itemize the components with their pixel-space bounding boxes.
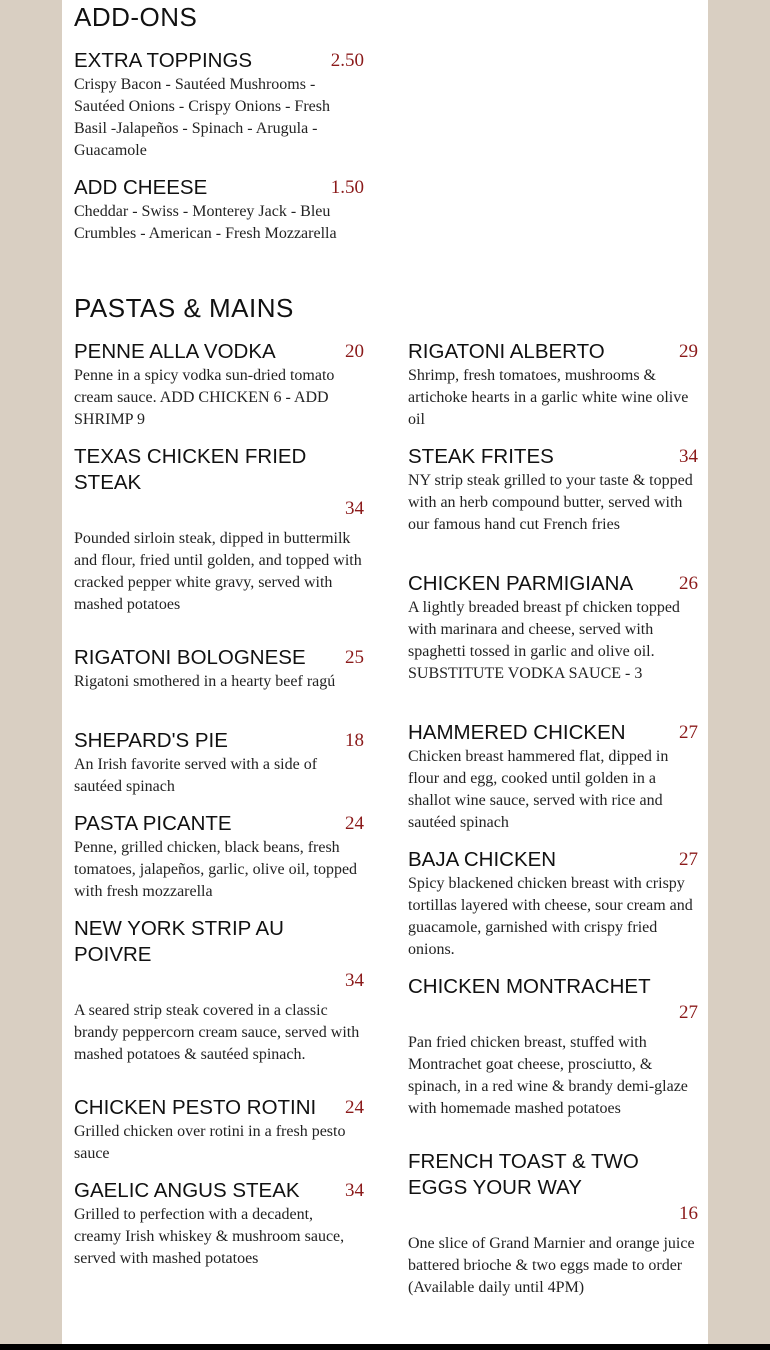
menu-item-steak-frites [408, 444, 698, 536]
item-price: 34 [345, 498, 364, 519]
item-description: A seared strip steak covered in a classic brandy peppercorn cream sauce, served with mashed potatoes & sautéed spinach. [74, 1002, 360, 1063]
item-description: Spicy blackened chicken breast with crispy tortillas layered with cheese, sour cream and guacamole, garnished with crispy fried onions. [408, 875, 693, 958]
item-name: RIGATONI BOLOGNESE [74, 646, 306, 669]
item-name: BAJA CHICKEN [408, 848, 557, 871]
menu-item-texas-chicken-fried-steak [74, 444, 364, 616]
menu-item-rigatoni-alberto [408, 339, 698, 431]
bottom-border [0, 1344, 770, 1350]
item-name: TEXAS CHICKEN FRIED STEAK [74, 445, 307, 494]
item-description: Shrimp, fresh tomatoes, mushrooms & artichoke hearts in a garlic white wine olive oil [408, 367, 689, 428]
item-price: 25 [345, 647, 364, 668]
item-name: ADD CHEESE [74, 176, 208, 199]
item-description: Rigatoni smothered in a hearty beef ragú [74, 673, 336, 690]
addons-title: ADD-ONS [74, 2, 198, 32]
item-price: 18 [345, 730, 364, 751]
item-name: PENNE ALLA VODKA [74, 340, 276, 363]
menu-item-baja-chicken [408, 847, 698, 961]
menu-item-pasta-picante [74, 811, 364, 903]
item-description: Grilled chicken over rotini in a fresh pesto sauce [74, 1123, 346, 1162]
item-description: Penne in a spicy vodka sun-dried tomato cream sauce. ADD CHICKEN 6 - ADD SHRIMP 9 [74, 367, 335, 428]
item-description: Chicken breast hammered flat, dipped in flour and egg, cooked until golden in a shallot wine sauce, served with rice and sautéed spinach [408, 748, 669, 831]
item-price: 24 [345, 1097, 364, 1118]
item-price: 34 [679, 446, 698, 467]
menu-item-shepards-pie [74, 728, 364, 798]
item-name: CHICKEN PESTO ROTINI [74, 1096, 317, 1119]
menu-item-extra-toppings [74, 48, 364, 162]
item-description: One slice of Grand Marnier and orange juice battered brioche & two eggs made to order (Available daily until 4PM) [408, 1235, 695, 1296]
item-price: 34 [345, 970, 364, 991]
item-description: NY strip steak grilled to your taste & topped with an herb compound butter, served with our famous hand cut French fries [408, 472, 693, 533]
item-price: 27 [679, 722, 698, 743]
menu-item-penne-alla-vodka [74, 339, 364, 431]
item-price: 24 [345, 813, 364, 834]
menu-item-hammered-chicken [408, 720, 698, 834]
item-name: CHICKEN PARMIGIANA [408, 572, 634, 595]
item-price: 1.50 [330, 177, 364, 198]
item-description: Grilled to perfection with a decadent, creamy Irish whiskey & mushroom sauce, served with mashed potatoes [74, 1206, 345, 1267]
item-price: 26 [679, 573, 698, 594]
item-name: PASTA PICANTE [74, 812, 232, 835]
menu-item-add-cheese [74, 175, 364, 245]
menu-item-chicken-pesto-rotini [74, 1095, 364, 1165]
item-name: FRENCH TOAST & TWO EGGS YOUR WAY [408, 1150, 639, 1199]
menu-item-gaelic-angus-steak [74, 1178, 364, 1270]
item-description: Crispy Bacon - Sautéed Mushrooms - Sautéed Onions - Crispy Onions - Fresh Basil -Jalapeños - Spinach - Arugula - Guacamole [74, 76, 330, 159]
item-name: GAELIC ANGUS STEAK [74, 1179, 300, 1202]
item-name: STEAK FRITES [408, 445, 554, 468]
item-price: 27 [679, 849, 698, 870]
menu-item-new-york-strip-au-poivre [74, 916, 364, 1066]
item-description: A lightly breaded breast pf chicken topped with marinara and cheese, served with spaghetti tossed in garlic and olive oil. SUBSTITUTE VODKA SAUCE - 3 [408, 599, 680, 682]
item-price: 29 [679, 341, 698, 362]
item-name: NEW YORK STRIP AU POIVRE [74, 917, 284, 966]
mains-title: PASTAS & MAINS [74, 293, 294, 323]
item-price: 20 [345, 341, 364, 362]
item-name: RIGATONI ALBERTO [408, 340, 605, 363]
item-description: Penne, grilled chicken, black beans, fresh tomatoes, jalapeños, garlic, olive oil, topped with fresh mozzarella [74, 839, 358, 900]
item-description: Pounded sirloin steak, dipped in buttermilk and flour, fried until golden, and topped with cracked pepper white gravy, served with mashed potatoes [74, 530, 362, 613]
item-price: 2.50 [330, 50, 364, 71]
item-name: CHICKEN MONTRACHET [408, 975, 651, 998]
item-description: An Irish favorite served with a side of sautéed spinach [74, 756, 318, 795]
item-price: 16 [679, 1203, 698, 1224]
item-price: 27 [679, 1002, 698, 1023]
menu-item-chicken-parmigiana [408, 571, 698, 685]
menu-item-chicken-montrachet [408, 974, 698, 1120]
item-description: Cheddar - Swiss - Monterey Jack - Bleu Crumbles - American - Fresh Mozzarella [74, 203, 337, 242]
menu-page [62, 0, 708, 1344]
item-name: HAMMERED CHICKEN [408, 721, 626, 744]
item-name: EXTRA TOPPINGS [74, 49, 253, 72]
item-name: SHEPARD'S PIE [74, 729, 228, 752]
item-description: Pan fried chicken breast, stuffed with Montrachet goat cheese, prosciutto, & spinach, in a red wine & brandy demi-glaze with homemade mashed potatoes [408, 1034, 688, 1117]
menu-item-french-toast-two-eggs [408, 1149, 698, 1299]
menu-item-rigatoni-bolognese [74, 645, 364, 693]
item-price: 34 [345, 1180, 364, 1201]
